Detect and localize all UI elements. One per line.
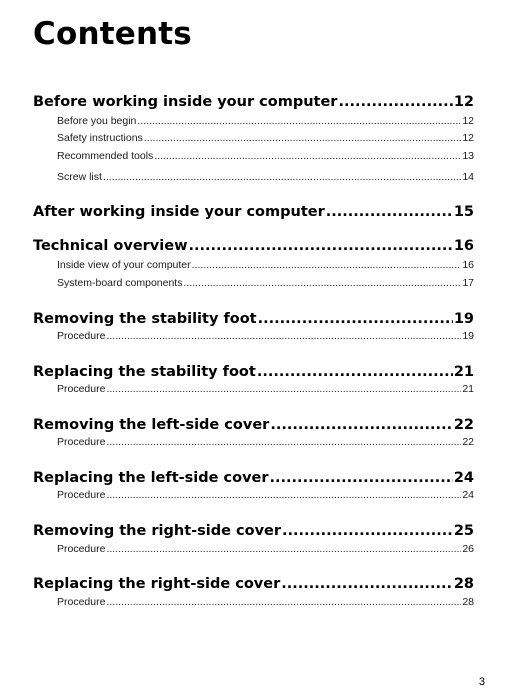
toc-dot-leader [144,131,462,145]
toc-entry-title: Removing the right-side cover [33,523,282,539]
toc-dot-leader [154,149,461,163]
toc-entry-page: 19 [462,330,474,342]
toc-entry-page: 16 [453,238,474,254]
toc-chapter-entry[interactable] [33,362,474,382]
toc-entry-title: System-board components [57,277,183,289]
toc-entry-page: 22 [462,436,474,448]
toc-dot-leader [192,258,462,272]
toc-entry-title: Technical overview [33,238,188,254]
toc-dot-leader [270,468,453,488]
toc-dot-leader [338,92,452,112]
toc-dot-leader [103,170,461,184]
toc-entry-page: 24 [453,470,474,486]
toc-dot-leader [106,382,461,396]
toc-chapter-entry[interactable] [33,415,474,435]
toc-chapter-entry[interactable] [33,309,474,329]
toc-entry-title: Replacing the left-side cover [33,470,269,486]
toc-entry-title: Procedure [57,436,106,448]
toc-entry-page: 15 [453,204,474,220]
toc-entry-page: 21 [462,383,474,395]
toc-dot-leader [257,362,453,382]
toc-dot-leader [188,236,452,256]
toc-section-entry[interactable] [57,542,474,556]
toc-entry-title: Safety instructions [57,132,143,144]
toc-dot-leader [270,415,453,435]
toc-dot-leader [281,574,453,594]
toc-dot-leader [106,329,461,343]
toc-entry-page: 12 [462,132,474,144]
toc-section-entry[interactable] [57,435,474,449]
toc-chapter-entry[interactable] [33,202,474,222]
toc-dot-leader [137,114,461,128]
toc-entry-title: Screw list [57,171,102,183]
toc-dot-leader [106,435,461,449]
toc-entry-title: Replacing the stability foot [33,364,256,380]
toc-entry-page: 17 [462,277,474,289]
toc-entry-page: 12 [462,115,474,127]
toc-entry-title: Before you begin [57,115,137,127]
toc-entry-title: After working inside your computer [33,204,325,220]
toc-entry-page: 24 [462,489,474,501]
toc-entry-page: 21 [453,364,474,380]
toc-entry-title: Removing the stability foot [33,311,257,327]
toc-entry-page: 12 [453,94,474,110]
toc-entry-title: Procedure [57,596,106,608]
toc-entry-page: 16 [462,259,474,271]
toc-section-entry[interactable] [57,488,474,502]
toc-entry-page: 28 [462,596,474,608]
toc-entry-page: 28 [453,576,474,592]
toc-entry-page: 14 [462,171,474,183]
toc-chapter-entry[interactable] [33,236,474,256]
toc-entry-title: Procedure [57,543,106,555]
toc-dot-leader [282,521,453,541]
toc-entry-title: Before working inside your computer [33,94,338,110]
toc-dot-leader [106,488,461,502]
toc-entry-title: Inside view of your computer [57,259,191,271]
toc-chapter-entry[interactable] [33,574,474,594]
toc-entry-page: 13 [462,150,474,162]
toc-entry-title: Recommended tools [57,150,154,162]
toc-entry-title: Procedure [57,383,106,395]
toc-section-entry[interactable] [57,149,474,163]
toc-section-entry[interactable] [57,170,474,184]
toc-section-entry[interactable] [57,595,474,609]
page-title: Contents [33,16,192,52]
toc-section-entry[interactable] [57,114,474,128]
toc-dot-leader [183,276,461,290]
toc-section-entry[interactable] [57,329,474,343]
toc-entry-page: 22 [453,417,474,433]
toc-dot-leader [106,542,461,556]
toc-entry-title: Procedure [57,489,106,501]
toc-dot-leader [326,202,453,222]
toc-section-entry[interactable] [57,382,474,396]
toc-section-entry[interactable] [57,131,474,145]
toc-section-entry[interactable] [57,276,474,290]
toc-chapter-entry[interactable] [33,521,474,541]
toc-entry-title: Removing the left-side cover [33,417,270,433]
toc-entry-title: Procedure [57,330,106,342]
toc-entry-title: Replacing the right-side cover [33,576,281,592]
toc-entry-page: 25 [453,523,474,539]
toc-dot-leader [258,309,453,329]
toc-chapter-entry[interactable] [33,468,474,488]
toc-entry-page: 26 [462,543,474,555]
toc-section-entry[interactable] [57,258,474,272]
toc-entry-page: 19 [453,311,474,327]
toc-dot-leader [106,595,461,609]
toc-chapter-entry[interactable] [33,92,474,112]
page-number: 3 [478,676,485,688]
